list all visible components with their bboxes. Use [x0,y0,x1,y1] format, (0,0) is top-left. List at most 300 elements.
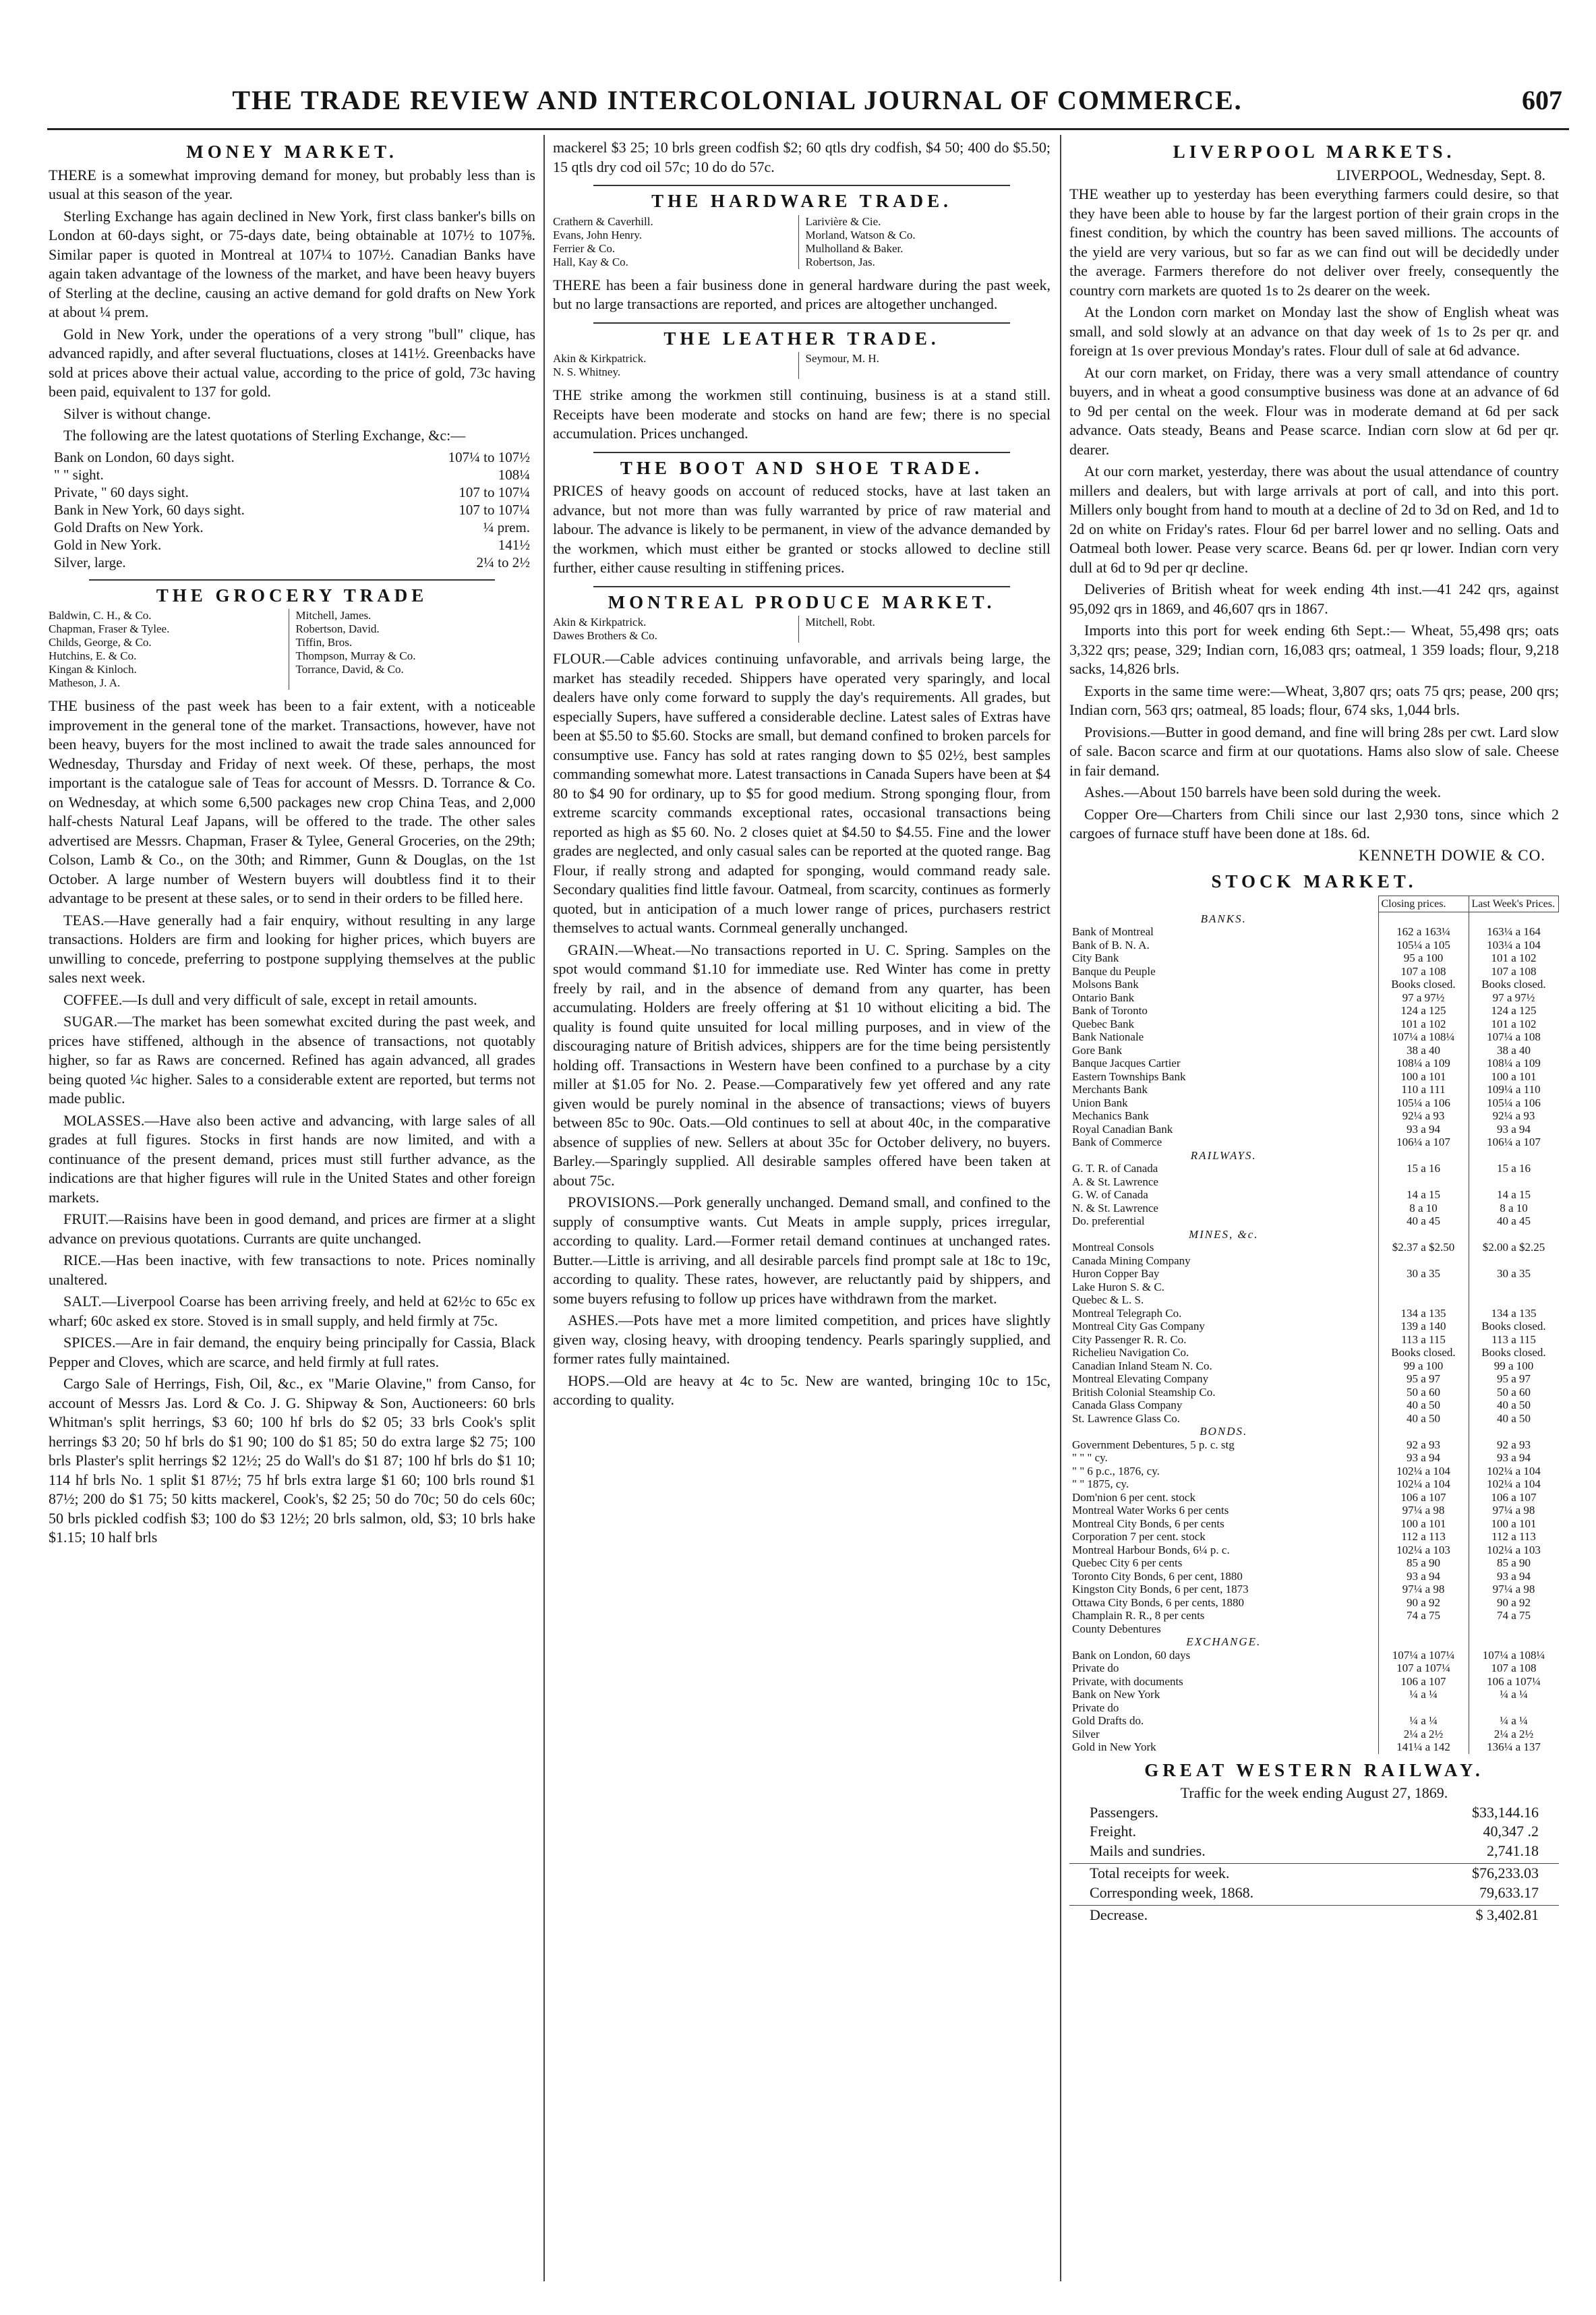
section-heading: MONTREAL PRODUCE MARKET. [608,591,996,612]
stock-group-blank [1378,912,1469,926]
paragraph: TEAS.—Have generally had a fair enquiry, without resulting in any large transactions. Holders are firm and looking for higher prices, which buyers are unwilling to concede, preferring to postpone supplying themselves at the public sales next week. [49,911,535,986]
stock-name: Canadian Inland Steam N. Co. [1072,1359,1212,1372]
continued-paragraph: mackerel $3 25; 10 brls green codfish $2; 60 qtls dry codfish, $4 50; 400 do $5.50; 15 qtls dry cod oil 57c; 10 do do 57c. [553,139,1051,175]
stock-row [1069,965,1559,978]
quote-value: 141½ [498,536,530,553]
paragraph: Gold in New York, under the operations of a very strong "bull" clique, has advanced rapidly, and after several fluctuations, closes at 141½. Greenbacks have sold at prices above their actual value, according to the price of gold, 73c having been paid, equivalent to 137 for gold. [49,325,535,400]
last-week-price: ¼ a ¼ [1469,1714,1559,1728]
traffic-label: Passengers. [1090,1803,1159,1821]
traffic-value: $33,144.16 [1472,1803,1539,1821]
section-heading: MONEY MARKET. [186,142,398,162]
last-week-price: 97 a 97½ [1469,991,1559,1005]
stock-row [1069,1583,1559,1596]
stock-row [1069,1609,1559,1622]
quote-value: 2¼ to 2½ [476,554,530,570]
closing-price: 124 a 125 [1378,1004,1469,1018]
firm-names-right: Larivière & Cie. Morland, Watson & Co. Mulholland & Baker. Robertson, Jas. [798,215,1051,269]
last-week-price [1469,1281,1559,1294]
traffic-intro: Traffic for the week ending August 27, 1869. [1180,1784,1448,1801]
closing-price: 101 a 102 [1378,1018,1469,1031]
last-week-price [1469,1293,1559,1307]
last-week-price: 124 a 125 [1469,1004,1559,1018]
stock-row [1069,1372,1559,1386]
closing-price: 107¼ a 107¼ [1378,1649,1469,1662]
stock-row [1069,1556,1559,1570]
stock-table-header [1069,896,1559,912]
stock-name: Canada Mining Company [1072,1254,1191,1267]
stock-row [1069,1530,1559,1544]
page-number: 607 [1522,85,1562,115]
closing-price: 100 a 101 [1378,1517,1469,1531]
stock-name: Canada Glass Company [1072,1399,1183,1411]
stock-row [1069,1214,1559,1228]
closing-price: 107 a 107¼ [1378,1662,1469,1675]
closing-price: 40 a 50 [1378,1412,1469,1426]
last-week-price: 95 a 97 [1469,1372,1559,1386]
paragraph: At our corn market, yesterday, there was about the usual attendance of country millers and dealers, but with large arrivals at port of call, and into this port. Millers only bought from hand to mouth at a decline of 2d to 3d on Red, and 1d to 2d on white on Friday's rates. Flour 6d per barrel lower and no selling. Oats and Oatmeal both lower. Pease very scarce. Beans 6d. per qr lower. Indian corn very dull at 6d to 9d per qr decline. [1069,463,1559,576]
stock-name: Champlain R. R., 8 per cents [1072,1609,1205,1622]
closing-price: 162 a 163¼ [1378,925,1469,939]
traffic-value: 2,741.18 [1487,1842,1539,1859]
last-week-prices-header: Last Week's Prices. [1469,896,1559,912]
quote-label: Gold Drafts on New York. [54,519,204,535]
stock-name: " " 6 p.c., 1876, cy. [1072,1464,1160,1477]
stock-row [1069,1109,1559,1123]
closing-price [1378,1293,1469,1307]
quote-row [49,483,535,501]
section-heading: STOCK MARKET. [1211,871,1417,891]
last-week-price: 40 a 45 [1469,1214,1559,1228]
stock-group-title: BONDS. [1200,1425,1248,1438]
paragraph: Provisions.—Butter in good demand, and fine will bring 28s per cwt. Lard slow of sale. Bacon scarce and firm at our quotations. Hams also slow of sale. Cheese in fair demand. [1069,723,1559,779]
stock-name: Government Debentures, 5 p. c. stg [1072,1438,1235,1451]
page-title: THE TRADE REVIEW AND INTERCOLONIAL JOURNAL OF COMMERCE. [232,85,1243,115]
stock-group-heading [1069,1228,1559,1241]
stock-row [1069,1057,1559,1070]
last-week-price: 106 a 107¼ [1469,1675,1559,1689]
traffic-label: Decrease. [1090,1906,1148,1923]
last-week-price [1469,1622,1559,1636]
stock-group-blank [1469,912,1559,926]
stock-name: Private, with documents [1072,1674,1183,1688]
closing-price: 105¼ a 106 [1378,1096,1469,1110]
firm-names-left: Akin & Kirkpatrick. Dawes Brothers & Co. [553,616,657,642]
firm-names-right: Mitchell, James. Robertson, David. Tiffin, Bros. Thompson, Murray & Co. Torrance, David, & Co. [289,609,536,690]
quote-label: Silver, large. [54,554,126,570]
stock-group-blank [1378,1635,1469,1649]
stock-group-title: MINES, &c. [1188,1227,1259,1241]
firm-list [49,609,535,690]
last-week-price: 100 a 101 [1469,1070,1559,1084]
last-week-price: 40 a 50 [1469,1399,1559,1412]
closing-price: 102¼ a 104 [1378,1465,1469,1478]
signature: KENNETH DOWIE & CO. [1358,846,1545,864]
stock-row [1069,1544,1559,1557]
closing-price: 74 a 75 [1378,1609,1469,1622]
stock-row [1069,1136,1559,1149]
stock-name: Quebec Bank [1072,1017,1135,1030]
quote-row [49,554,535,571]
traffic-label: Mails and sundries. [1090,1842,1206,1859]
closing-price [1378,1701,1469,1715]
stock-group-heading [1069,1635,1559,1649]
quote-label: " " sight. [54,466,104,483]
paragraph: COFFEE.—Is dull and very difficult of sale, except in retail amounts. [63,991,477,1008]
produce-market-section [553,593,1051,1410]
paragraph: At the London corn market on Monday last the show of English wheat was small, and sold slowly at an advance on that day week of 1s to 2s per qr. and foreign at 1s over previous Monday's rates. Flour dull of sale at 6d advance. [1069,303,1559,359]
last-week-price: 92 a 93 [1469,1438,1559,1452]
stock-name: Toronto City Bonds, 6 per cent, 1880 [1072,1569,1243,1583]
section-heading: THE LEATHER TRADE. [663,328,940,349]
paragraph: PRICES of heavy goods on account of reduced stocks, have at last taken an advance, but not more than was fully warranted by price of raw material and labour. The advance is likely to be permanent, in view of the advance demanded by the workmen, which must either be granted or stocks allowed to decline still further, either cause resulting in stiffening prices. [553,482,1051,576]
traffic-label: Corresponding week, 1868. [1090,1883,1254,1901]
closing-price: 100 a 101 [1378,1070,1469,1084]
stock-name: Corporation 7 per cent. stock [1072,1530,1206,1543]
stock-name: Quebec City 6 per cents [1072,1556,1183,1569]
paragraph: Deliveries of British wheat for week ending 4th inst.—41 242 qrs, against 95,092 qrs in 1869, and 46,607 qrs in 1867. [1069,581,1559,617]
stock-name: Banque du Peuple [1072,964,1156,978]
stock-row [1069,1044,1559,1057]
stock-row [1069,1320,1559,1333]
stock-row [1069,1281,1559,1294]
closing-price: 93 a 94 [1378,1123,1469,1136]
stock-row [1069,1202,1559,1215]
stock-row [1069,1662,1559,1675]
quote-value: 108¼ [498,466,530,483]
paragraph: The following are the latest quotations of Sterling Exchange, &c:— [63,427,466,444]
stock-name: Montreal Harbour Bonds, 6¼ p. c. [1072,1543,1230,1556]
section-heading: THE GROCERY TRADE [156,585,428,606]
last-week-price: 93 a 94 [1469,1570,1559,1583]
last-week-price: 97¼ a 98 [1469,1583,1559,1596]
section-divider [89,579,495,581]
liverpool-markets-section [1069,142,1559,865]
last-week-price: $2.00 a $2.25 [1469,1241,1559,1254]
stock-name: Do. preferential [1072,1214,1145,1227]
last-week-price: 99 a 100 [1469,1359,1559,1373]
last-week-price: 40 a 50 [1469,1412,1559,1426]
last-week-price: 102¼ a 104 [1469,1465,1559,1478]
closing-price: 106 a 107 [1378,1491,1469,1504]
last-week-price: 93 a 94 [1469,1451,1559,1465]
section-divider [593,586,1010,587]
paragraph: THERE has been a fair business done in general hardware during the past week, but no large transactions are reported, and prices are altogether unchanged. [553,276,1051,312]
last-week-price: 100 a 101 [1469,1517,1559,1531]
last-week-price: 90 a 92 [1469,1596,1559,1610]
stock-row [1069,1293,1559,1307]
stock-name: St. Lawrence Glass Co. [1072,1411,1181,1425]
closing-price: 97 a 97½ [1378,991,1469,1005]
stock-row [1069,1267,1559,1281]
stock-name: Dom'nion 6 per cent. stock [1072,1490,1195,1504]
stock-row [1069,1517,1559,1531]
closing-price: 40 a 45 [1378,1214,1469,1228]
stock-row [1069,1346,1559,1359]
firm-list [553,352,1051,379]
closing-price: 141¼ a 142 [1378,1740,1469,1754]
quote-label: Bank in New York, 60 days sight. [54,501,245,518]
paragraph: At our corn market, on Friday, there was a very small attendance of country buyers, and in wheat a good consumptive business was done at an advance of 6d to 9d per cental on the week. Flour was in moderate demand at 6d per sack advance. Oats steady, Beans and Pease scarce. Indian corn slow at 6d per qr. dearer. [1069,363,1559,458]
stock-group-blank [1378,1228,1469,1241]
closing-price: 107 a 108 [1378,965,1469,978]
closing-price: 106 a 107 [1378,1675,1469,1689]
closing-price: 14 a 15 [1378,1188,1469,1202]
firm-list [553,616,1051,643]
stock-row [1069,1307,1559,1320]
traffic-total-row [1069,1863,1559,1883]
quote-row [49,501,535,519]
section-heading: LIVERPOOL MARKETS. [1173,142,1456,162]
closing-price: 90 a 92 [1378,1596,1469,1610]
leather-trade-section [553,329,1051,444]
stock-name: Lake Huron S. & C. [1072,1280,1164,1293]
paragraph: THE strike among the workmen still continuing, business is at a stand still. Receipts have been moderate and stocks on hand are few; there is no special accumulation. Prices unchanged. [553,386,1051,442]
closing-price: 95 a 100 [1378,951,1469,965]
stock-name: Mechanics Bank [1072,1109,1149,1122]
stock-row [1069,1701,1559,1715]
column-1 [49,138,535,2275]
paragraph: Exports in the same time were:—Wheat, 3,807 qrs; oats 75 qrs; pease, 200 qrs; Indian corn, 563 qrs; oatmeal, 85 loads; flour, 674 sks, 1,044 brls. [1069,682,1559,718]
closing-price: 92 a 93 [1378,1438,1469,1452]
stock-row [1069,1188,1559,1202]
last-week-price: 134 a 135 [1469,1307,1559,1320]
quote-value: 107 to 107¼ [459,483,530,500]
stock-row [1069,1070,1559,1084]
last-week-price: 14 a 15 [1469,1188,1559,1202]
closing-price: 97¼ a 98 [1378,1583,1469,1596]
stock-name: Private do [1072,1701,1119,1714]
closing-price: 92¼ a 93 [1378,1109,1469,1123]
closing-price: 102¼ a 103 [1378,1544,1469,1557]
paragraph: THERE is a somewhat improving demand for money, but probably less than is usual at this season of the year. [49,166,535,202]
stock-group-title: RAILWAYS. [1190,1148,1257,1162]
paragraph: MOLASSES.—Have also been active and advancing, with large sales of all grades at full figures. Stocks in first hands are now limited, and with a continuance of the present demand, prices must still further advance, as the indications are that higher figures will rule in the United States and other foreign markets. [49,1111,535,1206]
paragraph: ASHES.—Pots have met a more limited competition, and prices have slightly given way, closing heavy, with drooping tendency. Pearls sparingly supplied, and former rates fully maintained. [553,1312,1051,1367]
firm-names-left: Akin & Kirkpatrick. N. S. Whitney. [553,352,647,378]
paragraph: PROVISIONS.—Pork generally unchanged. Demand small, and confined to the supply of consumptive wants. Cut Meats in ample supply, prices irregular, according to quality. Lard.—Former retail demand continues at unchanged rates. Butter.—Little is arriving, and all desirable parcels find prompt sale at 18c to 19c, according to quality. These rates, however, are reluctantly paid by shippers, and some buyers refusing to follow up prices have withdrawn from the market. [553,1194,1051,1307]
stock-name: Bank of Montreal [1072,925,1154,938]
stock-name: Royal Canadian Bank [1072,1122,1173,1136]
stock-row [1069,1175,1559,1189]
paragraph: Copper Ore—Charters from Chili since our last 2,930 tons, since which 2 cargoes of furnace stuff have been done at 18s. 6d. [1069,805,1559,842]
column-3 [1069,138,1559,2275]
stock-name: Union Bank [1072,1096,1128,1109]
stock-row [1069,1438,1559,1452]
last-week-price [1469,1175,1559,1189]
stock-name: Bank on New York [1072,1688,1160,1701]
stock-row [1069,1386,1559,1399]
stock-group-blank [1378,1149,1469,1163]
quote-row [49,448,535,466]
paragraph: SALT.—Liverpool Coarse has been arriving freely, and held at 62½c to 65c ex wharf; 60c asked ex store. Stoved is in small supply, and held firmly at 75c. [49,1293,535,1329]
last-week-price [1469,1701,1559,1715]
stock-name: Kingston City Bonds, 6 per cent, 1873 [1072,1583,1249,1595]
stock-group-blank [1469,1149,1559,1163]
stock-name: Huron Copper Bay [1072,1267,1160,1280]
firm-names-left: Baldwin, C. H., & Co. Chapman, Fraser & Tylee. Childs, George, & Co. Hutchins, E. & Co. Kingan & Kinloch. Matheson, J. A. [49,609,170,689]
last-week-price: 112 a 113 [1469,1530,1559,1544]
stock-group-blank [1469,1228,1559,1241]
stock-row [1069,939,1559,952]
stock-row [1069,1096,1559,1110]
stock-row [1069,1030,1559,1044]
section-divider [593,452,1010,453]
closing-price: 108¼ a 109 [1378,1057,1469,1070]
stock-name: A. & St. Lawrence [1072,1175,1158,1188]
stock-name: " " 1875, cy. [1072,1477,1129,1490]
stock-name: Gore Bank [1072,1043,1123,1057]
paragraph: FLOUR.—Cable advices continuing unfavorable, and arrivals being large, the market has steadily receded. Shippers have operated very sparingly, and local dealers have only come forward to supply the day's requirements. All grades, but especially Supers, have suffered a considerable decline. Latest sales of Extras have been at $5.50 to $5.60. Stocks are small, but demand confined to broken parcels for consumptive use. Fancy has sold at rates ranging down to $5 02½, best samples commanding somewhat more. Latest transactions in Canada Supers have been at $4 80 to $4 90 for ordinary, up to $5 for good medium. Strong sponging flour, from extreme scarcity commands exceptional rates, occasional transactions being reported as high as $5 60. No. 2 closes quiet at $4.50 to $4.55. Fine and the lower grades are neglected, and only casual sales can be reported at the quoted range. Bag Flour, if really strong and adapted for sponging, would command ready sale. Secondary qualities find little favour. Oatmeal, from scarcity, continues as formerly quoted, but in anticipation of a much lower range of prices, purchasers restrict themselves to actual wants. Cornmeal generally unchanged. [553,650,1051,936]
quote-label: Bank on London, 60 days sight. [54,448,235,465]
closing-price: 2¼ a 2½ [1378,1728,1469,1741]
stock-row [1069,1649,1559,1662]
last-week-price: 109¼ a 110 [1469,1083,1559,1096]
stock-row [1069,1570,1559,1583]
stock-group-heading [1069,912,1559,926]
grocery-trade-section [49,586,535,1548]
stock-row [1069,1675,1559,1689]
closing-price: 85 a 90 [1378,1556,1469,1570]
stock-row [1069,978,1559,991]
stock-group-title: BANKS. [1200,912,1247,925]
stock-name: Eastern Townships Bank [1072,1069,1186,1083]
closing-price: 139 a 140 [1378,1320,1469,1333]
quote-value: 107 to 107¼ [459,501,530,518]
stock-table-body [1069,912,1559,1754]
firm-names-right: Mitchell, Robt. [798,616,1051,643]
last-week-price: 92¼ a 93 [1469,1109,1559,1123]
stock-name: Ottawa City Bonds, 6 per cents, 1880 [1072,1595,1244,1609]
hardware-trade-section [553,192,1051,314]
section-heading: GREAT WESTERN RAILWAY. [1144,1759,1484,1780]
stock-row [1069,925,1559,939]
stock-row [1069,1465,1559,1478]
stock-name: Merchants Bank [1072,1083,1148,1096]
paragraph: SPICES.—Are in fair demand, the enquiry being principally for Cassia, Black Pepper and Cloves, which are scarce, and held firmly at full rates. [49,1334,535,1370]
stock-name: Gold in New York [1072,1740,1156,1753]
stock-name: Montreal City Gas Company [1072,1320,1205,1332]
stock-group-blank [1469,1635,1559,1649]
last-week-price: 107¼ a 108 [1469,1030,1559,1044]
last-week-price: Books closed. [1469,978,1559,991]
paragraph: SUGAR.—The market has been somewhat excited during the past week, and prices have stiffened, although in the absence of transactions, not quotably higher, so far as Raws are concerned. Refined has again advanced, all grades being quoted ¼c higher. Sales to a considerable extent are reported, but terms not made public. [49,1013,535,1107]
stock-row [1069,1451,1559,1465]
traffic-value: $76,233.03 [1472,1865,1539,1881]
traffic-label: Freight. [1090,1823,1137,1840]
quote-row [49,536,535,554]
stock-name: Bank of B. N. A. [1072,938,1150,951]
paragraph: FRUIT.—Raisins have been in good demand, and prices are firmer at a slight advance on previous quotations. Currants are quite unchanged. [49,1210,535,1247]
stock-row [1069,1504,1559,1517]
paragraph: Cargo Sale of Herrings, Fish, Oil, &c., ex "Marie Olavine," from Canso, for account of Messrs Jas. Lord & Co. J. G. Shipway & Son, Auctioneers: 60 brls Whitman's split herrings, $3 60; 100 hf brls do $2 05; 33 brls Cook's split herrings $3 20; 50 hf brls do $1 90; 100 do $1 85; 50 do extra large $2 75; 100 brls Plaster's split herrings $2 12½; 25 do Wall's do $1 87; 100 hf brls do $1 10; 114 hf brls No. 1 split $1 87½; 75 hf brls extra large $1 60; 100 brls round $1 87½; 200 do $1 75; 50 kitts mackerel, Cook's, $2 25; 50 do 70c; 50 do cels 60c; 50 brls pickled codfish $3; 100 do $3 12½; 20 brls salmon, old, $3; 10 brls hake $1.15; 10 half brls [49,1375,535,1546]
last-week-price: 97¼ a 98 [1469,1504,1559,1517]
stock-row [1069,1491,1559,1504]
last-week-price: ¼ a ¼ [1469,1688,1559,1701]
stock-row [1069,1399,1559,1412]
stock-row [1069,1688,1559,1701]
blank-header [1069,896,1378,912]
quote-value: ¼ prem. [483,519,530,535]
stock-row [1069,1622,1559,1636]
closing-price: 105¼ a 105 [1378,939,1469,952]
stock-name: Richelieu Navigation Co. [1072,1346,1189,1359]
closing-price [1378,1254,1469,1268]
stock-name: Private do [1072,1662,1119,1674]
last-week-price: 107 a 108 [1469,1662,1559,1675]
stock-name: Gold Drafts do. [1072,1714,1144,1727]
firm-list [553,215,1051,269]
closing-price: 8 a 10 [1378,1202,1469,1215]
paragraph: GRAIN.—Wheat.—No transactions reported in U. C. Spring. Samples on the spot would command $1.10 for immediate use. Red Winter has come in pretty freely by rail, and in the absence of demand from any quarter, has been accumulating. Holders are freely offering at $1 10 without eliciting a bid. The quality is found quite unsuited for local milling purposes, and in view of the discouraging nature of British advices, shippers are for the time being persistently holding off. Transactions in Western have been confined to a purchase by a city miller at $1.05 for No. 2. Pease.—Comparatively few yet offered and any rate given would be purely nominal in the absence of transactions; views of buyers between 85c to 90c. Oats.—Old continues to sell at about 40c, in the comparative absence of supplies of new. Sellers at about 35c for October delivery, no buyers. Barley.—Sparingly supplied. All desirable samples offered have been taken at about 75c. [553,941,1051,1189]
stock-row [1069,991,1559,1005]
traffic-value: 79,633.17 [1479,1883,1539,1901]
stock-name: N. & St. Lawrence [1072,1201,1158,1214]
quote-row [49,519,535,536]
money-market-section [49,142,535,571]
closing-price: 40 a 50 [1378,1399,1469,1412]
last-week-price: 105¼ a 106 [1469,1096,1559,1110]
stock-row [1069,1123,1559,1136]
paragraph: THE business of the past week has been to a fair extent, with a noticeable improvement in the general tone of the market. Transactions, however, have not been heavy, buyers for the most inclined to await the trade sales announced for Wednesday, Thursday and Friday of next week. Of these, perhaps, the most important is the catalogue sale of Teas for account of Messrs. D. Torrance & Co. on Wednesday, at which some 6,500 packages new crop China Teas, and 2,000 half-chests Natural Leaf Japans, will be offered to the trade. The other sales advertised are Messrs. Chapman, Fraser & Tylee, General Groceries, on the 29th; Colson, Lamb & Co., on the 30th; and Rimmer, Gunn & Douglas, on the 1st October. A large number of Western buyers will doubtless find it to their advantage to be present at these sales, or to send in their orders to be filled here. [49,697,535,906]
paragraph: Imports into this port for week ending 6th Sept.:— Wheat, 55,498 qrs; oats 3,322 qrs; pease, 329; Indian corn, 16,083 qrs; oatmeal, 1 359 loads; flour, 9,218 sacks, 14,826 brls. [1069,622,1559,677]
quote-label: Gold in New York. [54,536,162,553]
paragraph: Ashes.—About 150 barrels have been sold during the week. [1084,784,1442,800]
last-week-price: 74 a 75 [1469,1609,1559,1622]
last-week-price: 8 a 10 [1469,1202,1559,1215]
last-week-price: 2¼ a 2½ [1469,1728,1559,1741]
great-western-section [1069,1761,1559,1925]
stock-row [1069,1412,1559,1426]
closing-price: 50 a 60 [1378,1386,1469,1399]
closing-price: 93 a 94 [1378,1570,1469,1583]
last-week-price: 163¼ a 164 [1469,925,1559,939]
stock-name: Molsons Bank [1072,978,1139,991]
stock-name: Bank on London, 60 days [1072,1648,1191,1662]
stock-name: Bank Nationale [1072,1030,1144,1043]
stock-name: Quebec & L. S. [1072,1293,1144,1306]
closing-price: 15 a 16 [1378,1162,1469,1175]
section-heading: THE BOOT AND SHOE TRADE. [620,457,984,478]
closing-price: 38 a 40 [1378,1044,1469,1057]
stock-row [1069,1596,1559,1610]
stock-row [1069,1740,1559,1754]
last-week-price: 107 a 108 [1469,965,1559,978]
last-week-price: 106 a 107 [1469,1491,1559,1504]
stock-name: Banque Jacques Cartier [1072,1057,1181,1069]
stock-name: Montreal City Bonds, 6 per cents [1072,1517,1224,1530]
last-week-price: 85 a 90 [1469,1556,1559,1570]
closing-price: 97¼ a 98 [1378,1504,1469,1517]
last-week-price: 38 a 40 [1469,1044,1559,1057]
stock-name: " " " cy. [1072,1451,1108,1464]
stock-row [1069,1241,1559,1254]
traffic-decrease-row [1069,1905,1559,1925]
stock-name: Bank of Toronto [1072,1004,1148,1017]
stock-name: County Debentures [1072,1622,1161,1635]
dateline: LIVERPOOL, Wednesday, Sept. 8. [1336,166,1545,183]
stock-group-blank [1378,1425,1469,1438]
closing-price: 106¼ a 107 [1378,1136,1469,1149]
stock-row [1069,1359,1559,1373]
firm-names-left: Crathern & Caverhill. Evans, John Henry. Ferrier & Co. Hall, Kay & Co. [553,214,653,268]
traffic-row [1069,1842,1559,1861]
stock-group-heading [1069,1425,1559,1438]
last-week-price: 136¼ a 137 [1469,1740,1559,1754]
column-rule [543,135,545,2281]
last-week-price: Books closed. [1469,1346,1559,1359]
stock-row [1069,1254,1559,1268]
closing-price: ¼ a ¼ [1378,1688,1469,1701]
